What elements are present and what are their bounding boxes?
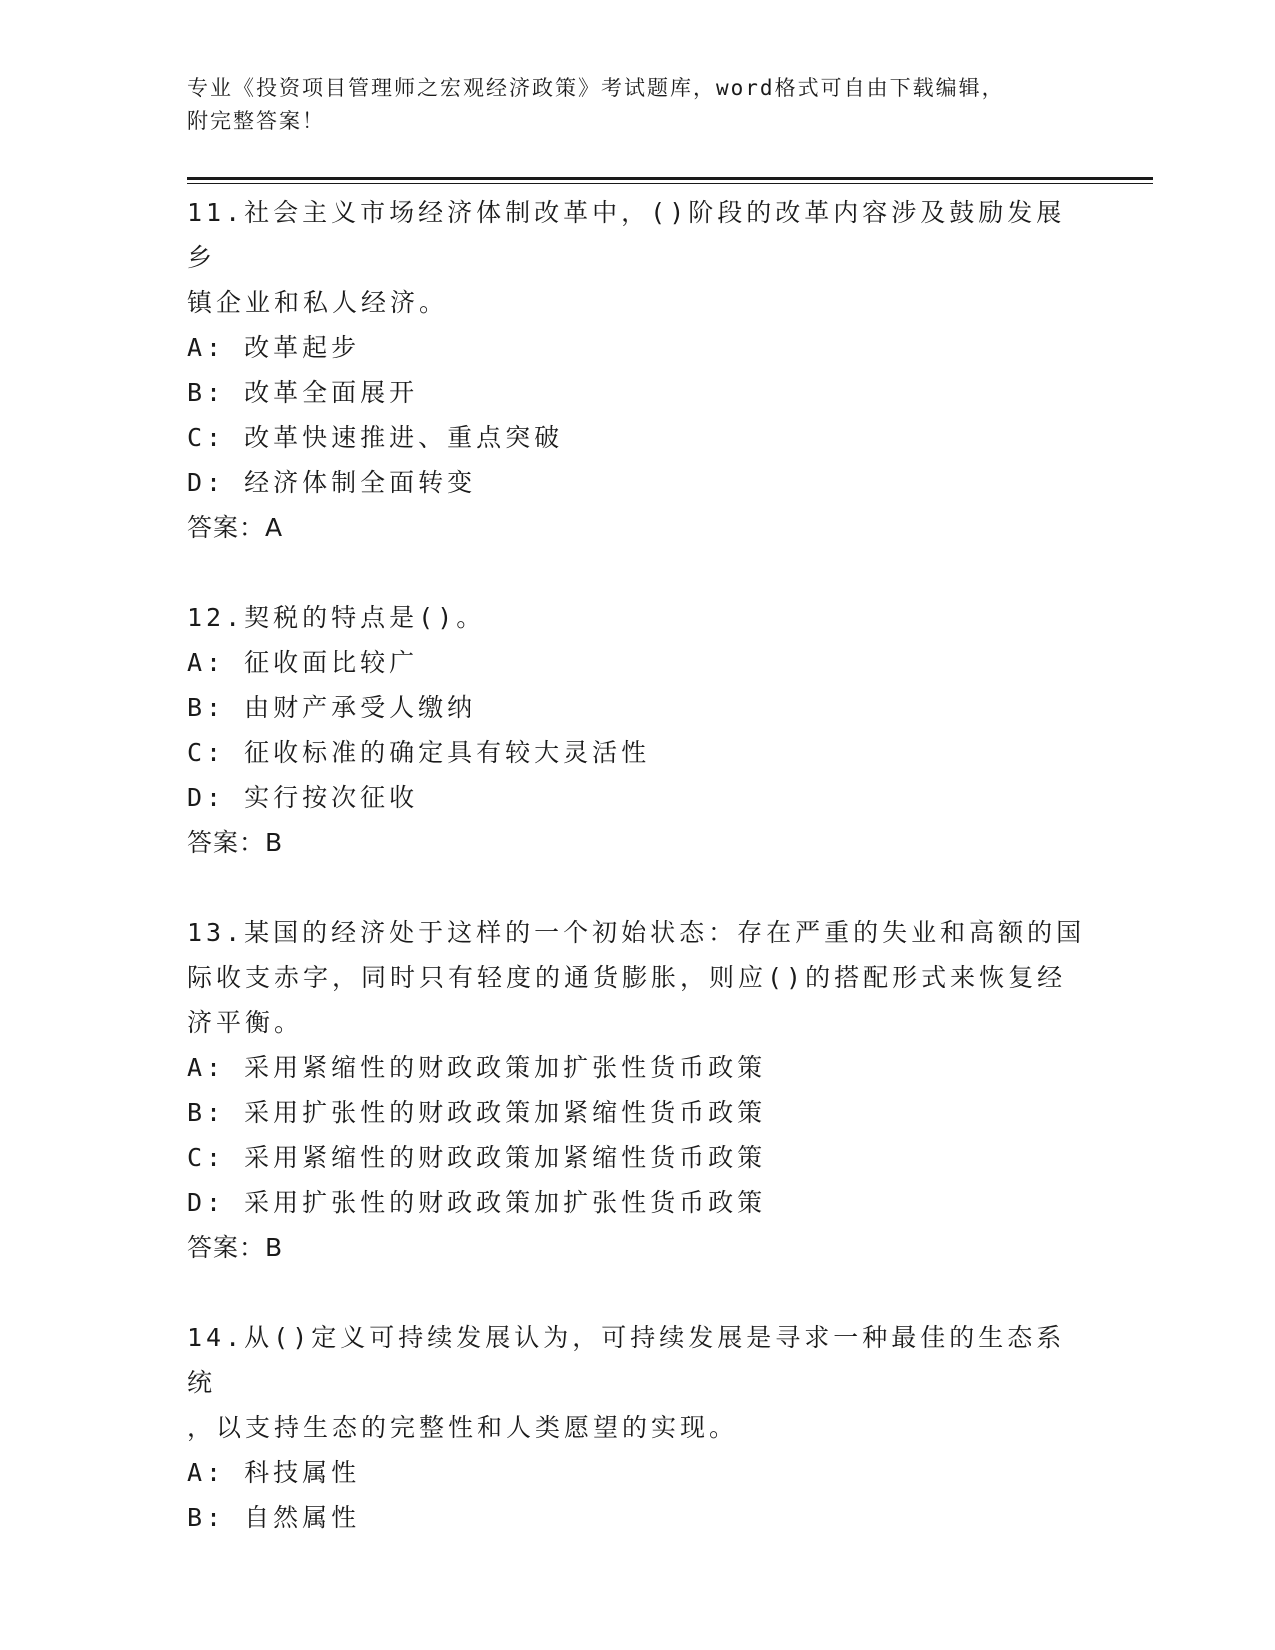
option-c: C: 采用紧缩性的财政政策加紧缩性货币政策 <box>187 1143 767 1172</box>
option-a: A: 征收面比较广 <box>187 648 419 677</box>
option-b: B: 采用扩张性的财政政策加紧缩性货币政策 <box>187 1098 767 1127</box>
question-stem-line: 际收支赤字，同时只有轻度的通货膨胀，则应()的搭配形式来恢复经 <box>187 963 1067 992</box>
option-c: C: 征收标准的确定具有较大灵活性 <box>187 738 651 767</box>
question-14 <box>187 1315 1087 1540</box>
answer-label: 答案：B <box>187 1233 284 1262</box>
option-c: C: 改革快速推进、重点突破 <box>187 423 564 452</box>
question-stem-line: ，以支持生态的完整性和人类愿望的实现。 <box>187 1413 739 1442</box>
question-12 <box>187 595 1087 865</box>
question-13 <box>187 910 1087 1270</box>
question-stem-line: 11.社会主义市场经济体制改革中，()阶段的改革内容涉及鼓励发展乡 <box>187 198 1066 272</box>
question-stem-line: 济平衡。 <box>187 1008 304 1037</box>
option-a: A: 改革起步 <box>187 333 361 362</box>
option-b: B: 改革全面展开 <box>187 378 419 407</box>
question-stem-line: 12.契税的特点是()。 <box>187 603 486 632</box>
header-divider-thick <box>187 177 1153 180</box>
header-line-1: 专业《投资项目管理师之宏观经济政策》考试题库，word格式可自由下载编辑， <box>187 76 1005 100</box>
question-11 <box>187 190 1087 550</box>
option-b: B: 由财产承受人缴纳 <box>187 693 477 722</box>
answer-label: 答案：B <box>187 828 284 857</box>
question-stem-line: 镇企业和私人经济。 <box>187 288 449 317</box>
option-b: B: 自然属性 <box>187 1503 361 1532</box>
document-header <box>187 72 1087 138</box>
question-stem-line: 14.从()定义可持续发展认为，可持续发展是寻求一种最佳的生态系统 <box>187 1323 1066 1397</box>
question-list <box>187 190 1087 1585</box>
option-d: D: 实行按次征收 <box>187 783 419 812</box>
option-a: A: 采用紧缩性的财政政策加扩张性货币政策 <box>187 1053 767 1082</box>
option-d: D: 经济体制全面转变 <box>187 468 477 497</box>
option-d: D: 采用扩张性的财政政策加扩张性货币政策 <box>187 1188 767 1217</box>
option-a: A: 科技属性 <box>187 1458 361 1487</box>
question-stem-line: 13.某国的经济处于这样的一个初始状态：存在严重的失业和高额的国 <box>187 918 1086 947</box>
header-line-2: 附完整答案！ <box>187 109 325 133</box>
header-divider-thin <box>187 183 1153 184</box>
answer-label: 答案：A <box>187 513 284 542</box>
